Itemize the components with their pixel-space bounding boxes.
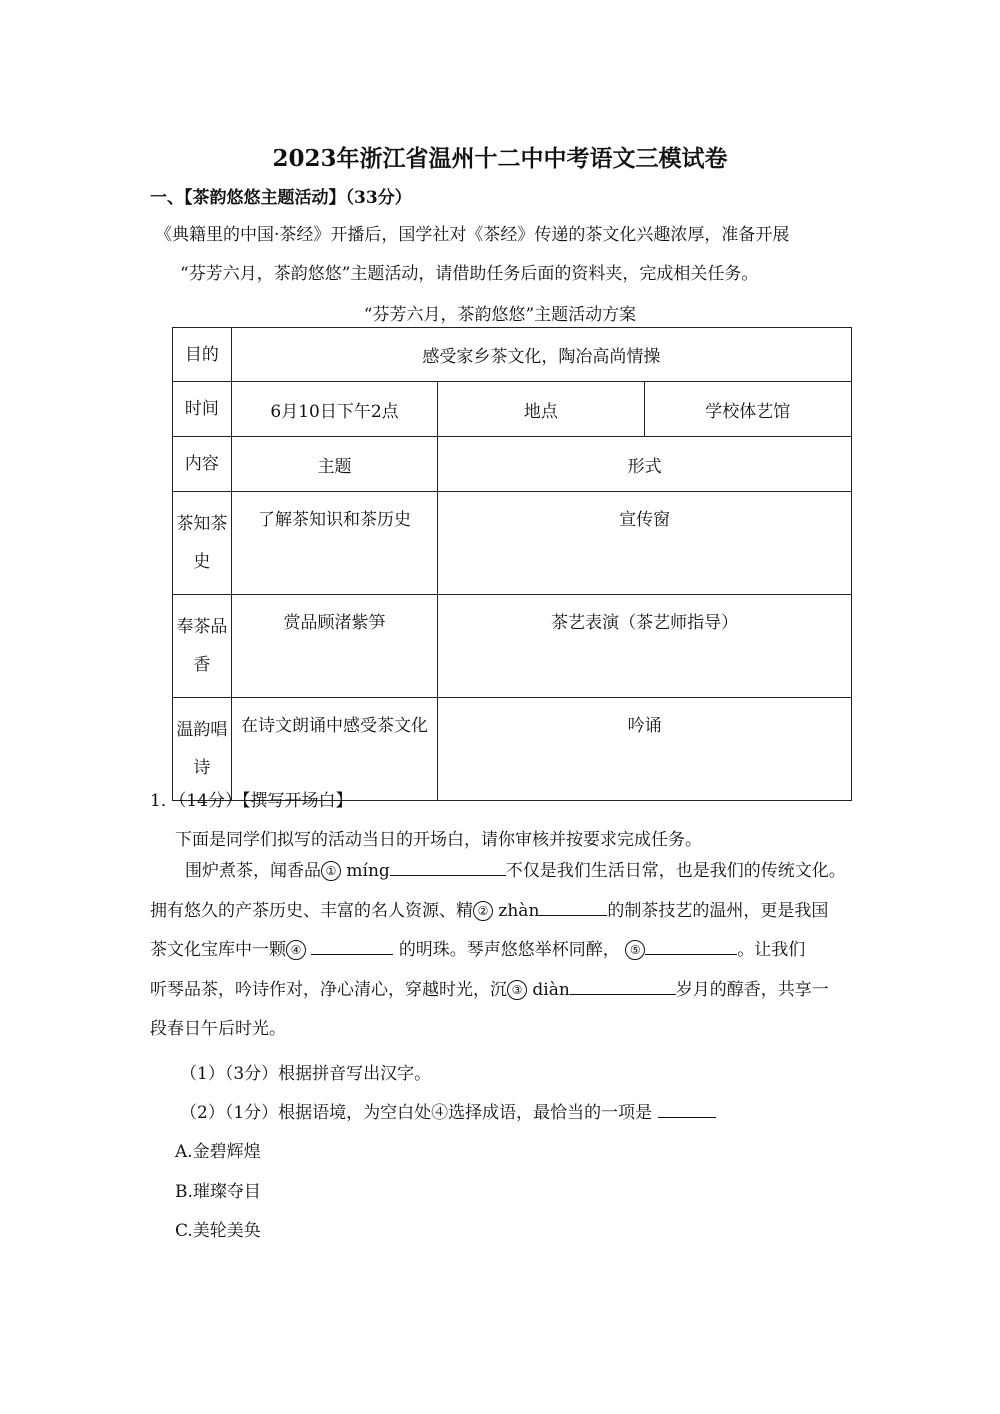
place-label: 地点 [438,382,644,437]
table-row [173,328,852,382]
table-row [173,382,852,437]
table-caption: “芬芳六月，茶韵悠悠”主题活动方案 [363,305,637,325]
place-value: 学校体艺馆 [644,382,851,437]
row-form: 茶艺表演（茶艺师指导） [438,595,852,698]
sub-question-1: （1）（3分）根据拼音写出汉字。 [180,1064,432,1084]
opening-passage: 围炉煮茶，闻香品 ① míng 不仅是我们生活日常，也是我们的传统文化。 拥有悠久的产茶历史、丰富的名人资源、精 ② zhàn 的制茶技艺的温州，更是我国 茶文化宝库中一颗 ④ 的明珠。琴声悠悠举杯同醉， ⑤ 。让我们 听琴品茶，吟诗作对，净心清心，穿越时光，沉 ③ diàn 岁月的醇香，共享一 段春日午后时光。 [150,852,870,1050]
option-c[interactable]: C.美轮美奂 [175,1221,261,1241]
time-value: 6月10日下午2点 [231,382,437,437]
intro-line-2: “芬芳六月，茶韵悠悠”主题活动，请借助任务后面的资料夹，完成相关任务。 [180,264,759,284]
option-a[interactable]: A.金碧辉煌 [175,1142,261,1162]
blank-5[interactable] [645,936,737,955]
content-label: 内容 [173,437,232,492]
row-theme: 赏品顾渚紫笋 [231,595,437,698]
row-form: 吟诵 [438,698,852,801]
row-label: 茶知茶 史 [173,492,232,595]
question-1-prompt: 下面是同学们拟写的活动当日的开场白，请你审核并按要求完成任务。 [175,830,702,850]
theme-header: 主题 [231,437,437,492]
answer-blank[interactable] [658,1099,716,1118]
table-row [173,595,852,698]
section-heading: 一、【茶韵悠悠主题活动】（33分） [150,188,412,208]
purpose-value: 感受家乡茶文化，陶冶高尚情操 [231,328,851,382]
activity-plan-table [172,327,852,801]
option-b[interactable]: B.璀璨夺目 [175,1182,261,1202]
circle-marker-4: ④ [286,940,306,960]
row-theme: 了解茶知识和茶历史 [231,492,437,595]
question-1-heading: 1．（14分）【撰写开场白】 [150,791,353,811]
form-header: 形式 [438,437,852,492]
row-theme: 在诗文朗诵中感受茶文化 [231,698,437,801]
circle-marker-5: ⑤ [625,940,645,960]
row-form: 宣传窗 [438,492,852,595]
blank-4[interactable] [311,936,393,955]
table-row [173,492,852,595]
intro-line-1: 《典籍里的中国·茶经》开播后，国学社对《茶经》传递的茶文化兴趣浓厚，准备开展 [155,225,790,245]
row-label: 奉茶品 香 [173,595,232,698]
sub-question-2: （2）（1分）根据语境，为空白处④选择成语，最恰当的一项是 [180,1098,716,1123]
circle-marker-3: ③ [507,980,527,1000]
table-row [173,437,852,492]
time-label: 时间 [173,382,232,437]
circle-marker-2: ② [473,901,493,921]
page-title: 2023年浙江省温州十二中中考语文三模试卷 [272,145,728,172]
row-label: 温韵唱 诗 [173,698,232,801]
blank-1[interactable] [390,857,506,876]
purpose-label: 目的 [173,328,232,382]
circle-marker-1: ① [321,861,341,881]
blank-3[interactable] [570,976,676,995]
blank-2[interactable] [539,897,607,916]
